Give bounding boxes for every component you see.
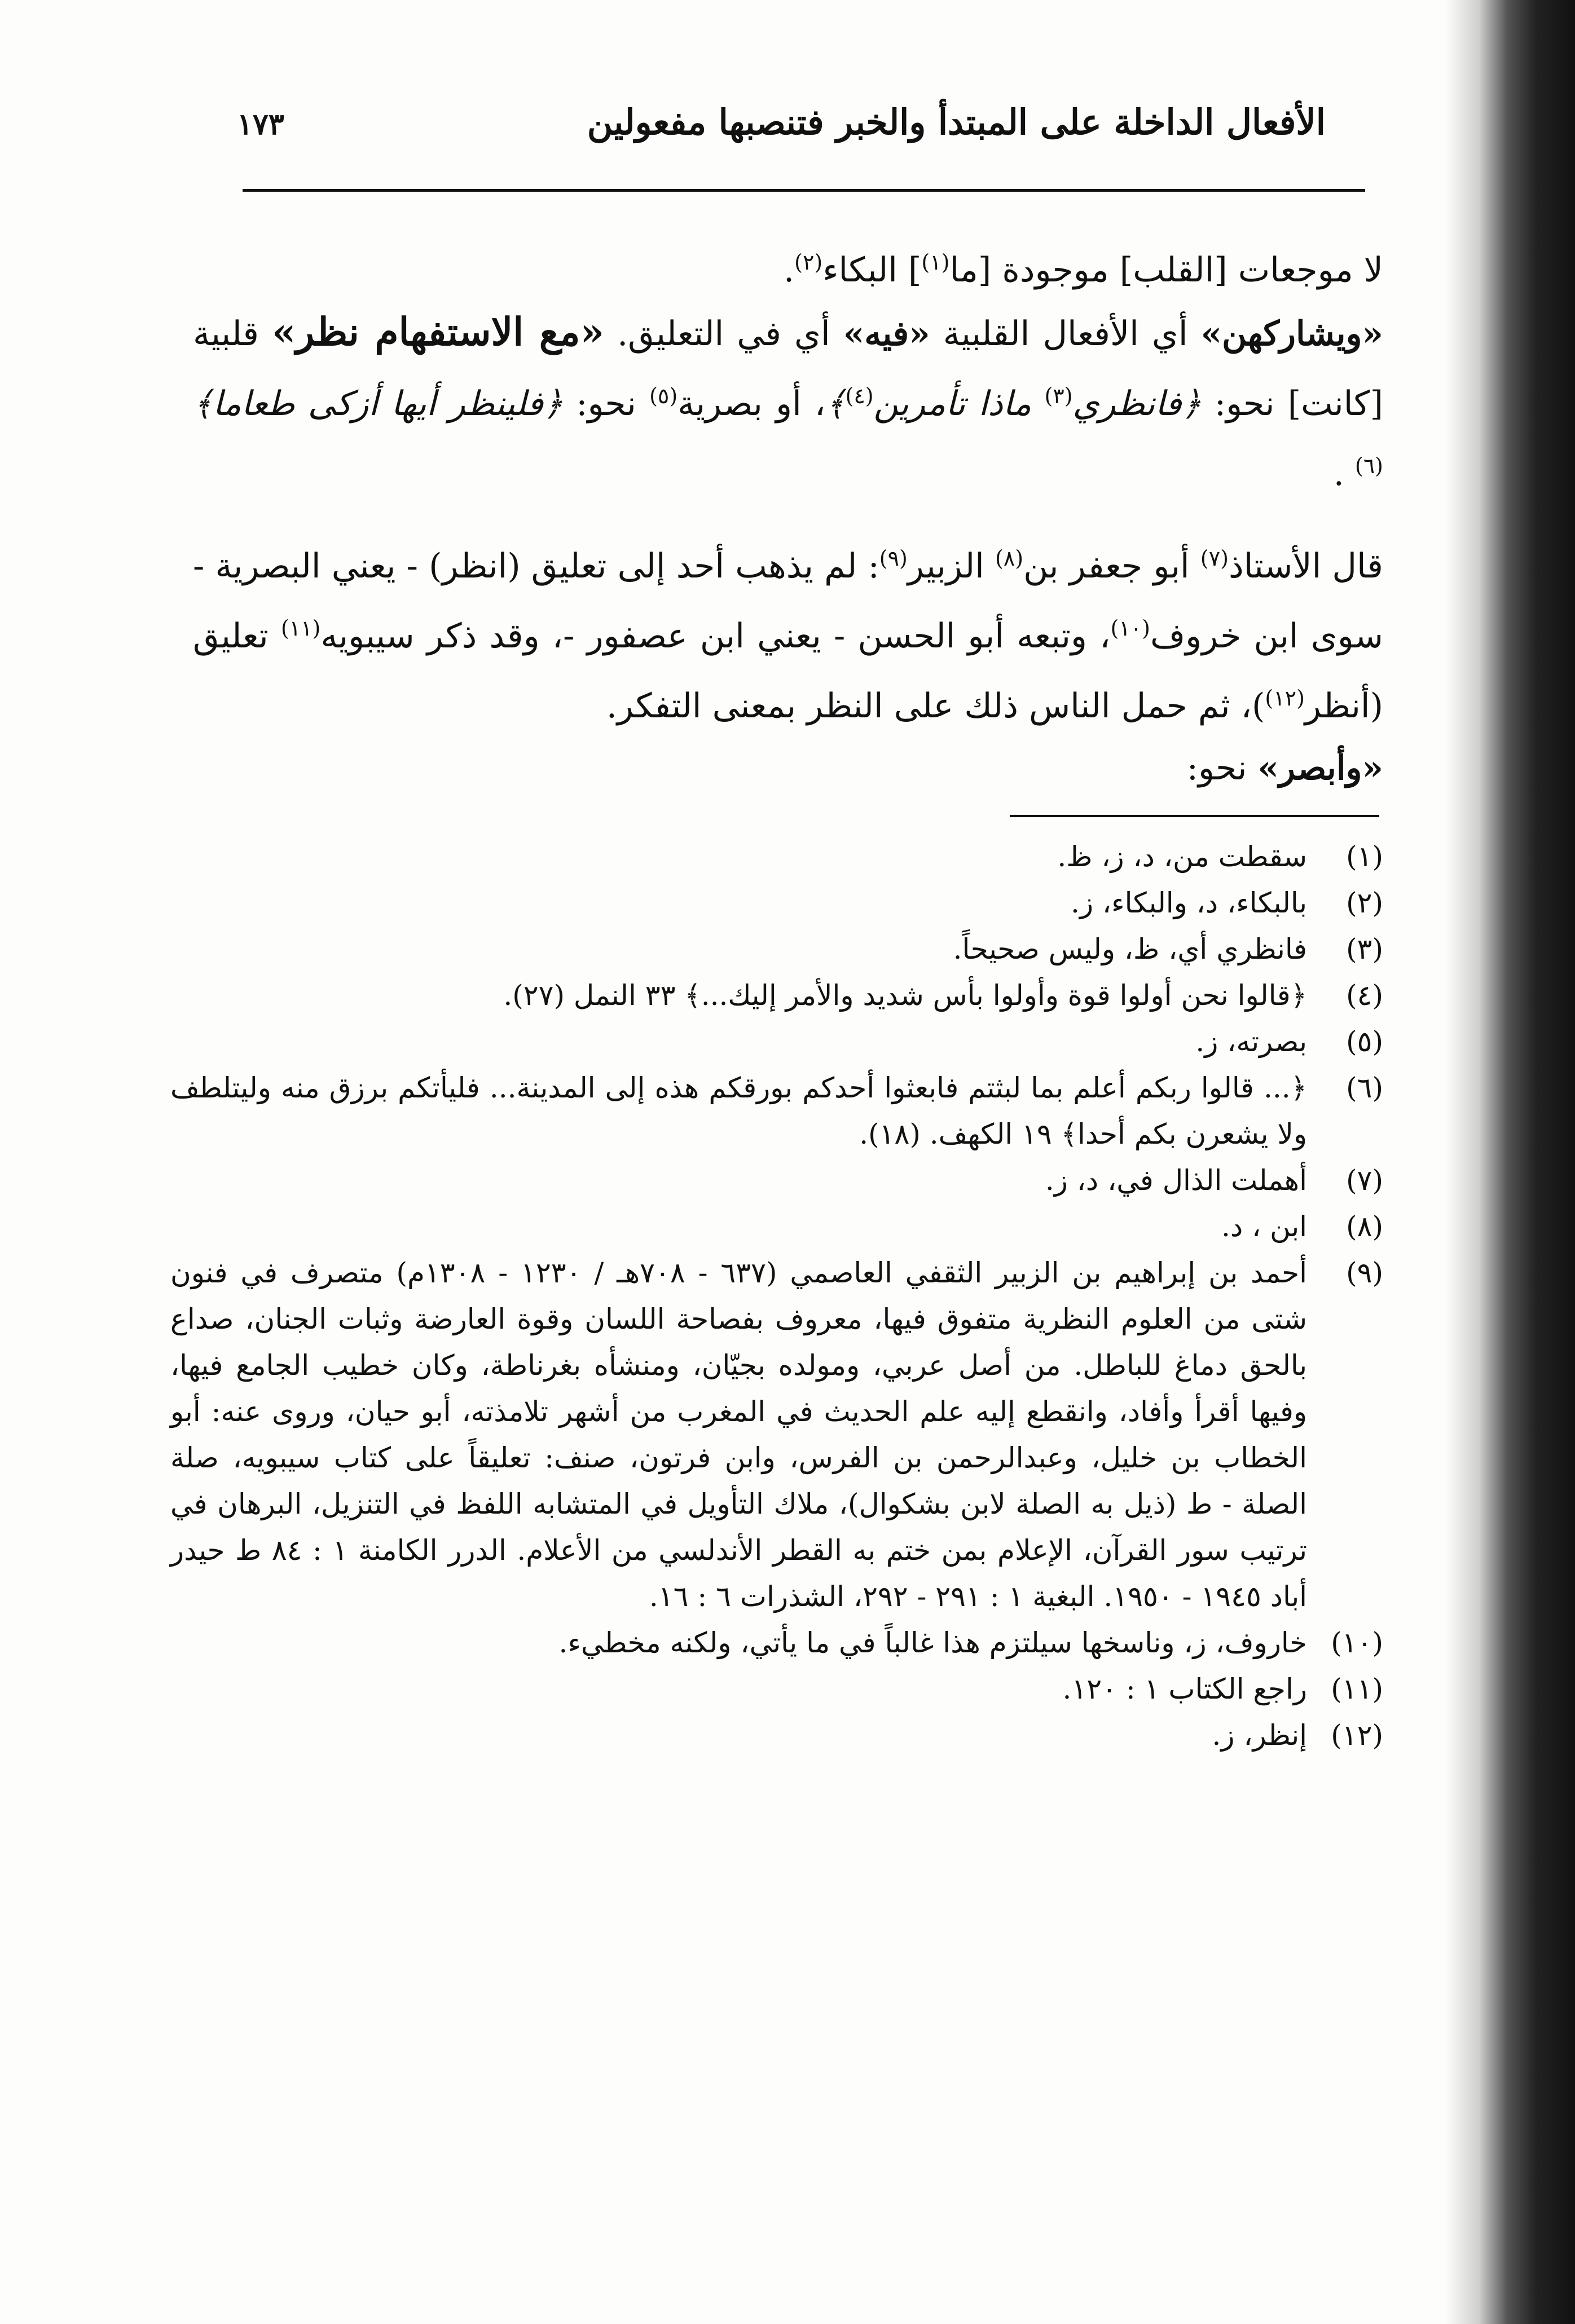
footnote-item (170, 834, 1383, 880)
header-title: الأفعال الداخلة على المبتدأ والخبر فتنصبها مفعولين (587, 102, 1326, 143)
footnote-text: أحمد بن إبراهيم بن الزبير الثقفي العاصمي (٦٣٧ - ٧٠٨هـ / ١٢٣٠ - ١٣٠٨م) متصرف في فنون شتى من العلوم النظرية متفوق فيها، معروف بفصاحة اللسان وقوة العارضة وثبات الجنان، صداع بالحق دماغ للباطل. من أصل عربي، ومولده بجيّان، ومنشأه بغرناطة، وكان خطيب الجامع فيها، وفيها أقرأ وأفاد، وانقطع إليه علم الحديث في المغرب من أشهر تلامذته، أبو حيان، وروى عنه: أبو الخطاب بن خليل، وعبدالرحمن بن الفرس، وابن فرتون، صنف: تعليقاً على كتاب سيبويه، صلة الصلة - ط (ذيل به الصلة لابن بشكوال)، ملاك التأويل في المتشابه اللفظ في التنزيل، البرهان في ترتيب سور القرآن، الإعلام بمن ختم به القطر الأندلسي من الأعلام. الدرر الكامنة ١ : ٨٤ ط حيدر أباد ١٩٤٥ - ١٩٥٠. البغية ١ : ٢٩١ - ٢٩٢، الشذرات ٦ : ١٦. (170, 1256, 1308, 1613)
footnote-separator (1010, 815, 1379, 817)
footnote-number: (٣) (1346, 933, 1383, 965)
footnote-number: (١) (1346, 840, 1383, 873)
footnote-marker: (٧) (1200, 546, 1229, 571)
running-header (237, 96, 1382, 169)
footnote-number: (٨) (1346, 1210, 1383, 1243)
body-text: قلبية [كانت] نحو: (193, 314, 1383, 424)
footnote-text: أهملت الذال في، د، ز. (1045, 1164, 1307, 1197)
body-text: ، وتبعه أبو الحسن - يعني ابن عصفور -، وقد ذكر سيبويه (320, 616, 1111, 656)
footnote-number: (٧) (1346, 1164, 1383, 1197)
body-text: )، ثم حمل الناس ذلك على النظر بمعنى التفكر. (606, 686, 1265, 726)
body-paragraph (193, 301, 1383, 505)
footnote-marker: (٨) (995, 546, 1024, 571)
footnote-number: (١٢) (1331, 1719, 1383, 1752)
body-text: ] البكاء (822, 250, 922, 290)
quran-quote: ماذا تأمرين (873, 384, 1045, 424)
footnote-number: (١٠) (1331, 1626, 1383, 1659)
paragraph-gap (193, 505, 1383, 527)
footnote-text: بالبكاء، د، والبكاء، ز. (1071, 887, 1307, 919)
footnote-number: (١١) (1331, 1673, 1383, 1705)
footnote-item (170, 1712, 1383, 1758)
footnote-item (170, 972, 1383, 1018)
body-paragraph (193, 527, 1383, 737)
footnote-item (170, 1065, 1383, 1157)
body-text: قال الأستاذ (1228, 546, 1383, 586)
page-number: ١٧٣ (237, 107, 284, 142)
footnote-marker: (٦) (1354, 453, 1383, 478)
footnote-item (170, 880, 1383, 926)
body-text: أي الأفعال القلبية (930, 314, 1201, 354)
footnote-item (170, 1620, 1383, 1666)
matn-term: «مع الاستفهام نظر» (272, 310, 604, 355)
quran-quote: ﴾ (825, 384, 846, 424)
header-rule (243, 189, 1365, 192)
footnote-text: ﴿قالوا نحن أولوا قوة وأولوا بأس شديد والأمر إليك...﴾ ٣٣ النمل (٢٧). (503, 979, 1307, 1012)
footnote-number: (٩) (1346, 1256, 1383, 1289)
body-text: تعليق (أنظر (193, 616, 1383, 726)
quran-quote: ﴿فانظري (1072, 384, 1202, 424)
footnote-item (170, 926, 1383, 972)
footnote-item (170, 1018, 1383, 1065)
footnotes (170, 834, 1383, 1758)
body-text: أي في التعليق. (604, 314, 843, 354)
footnote-item (170, 1157, 1383, 1203)
footnote-marker: (٣) (1044, 383, 1073, 408)
body-text: ، أو بصرية (677, 384, 826, 424)
footnote-number: (٥) (1346, 1025, 1383, 1058)
footnote-marker: (٥) (649, 383, 678, 408)
footnote-text: فانظري أي، ظ، وليس صحيحاً. (953, 933, 1307, 965)
footnote-number: (٦) (1346, 1071, 1383, 1104)
footnote-text: إنظر، ز. (1212, 1719, 1307, 1752)
quran-quote: ﴿فلينظر أيها أزكى طعاما﴾ (193, 384, 563, 424)
scan-edge-shadow (1445, 0, 1575, 2324)
matn-term: «ويشاركهن» (1200, 314, 1384, 354)
footnote-marker: (٤) (845, 383, 874, 408)
body-text: الزبير (907, 546, 996, 586)
main-text (193, 231, 1383, 799)
footnote-text: بصرته، ز. (1195, 1025, 1307, 1058)
footnote-text: ابن ، د. (1221, 1210, 1307, 1243)
body-text: . (1333, 454, 1355, 493)
footnote-marker: (٢) (794, 250, 823, 275)
footnote-item (170, 1250, 1383, 1620)
footnote-text: ﴿... قالوا ربكم أعلم بما لبثتم فابعثوا أحدكم بورقكم هذه إلى المدينة... فليأتكم برزق منه وليتلطف ولا يشعرن بكم أحدا﴾ ١٩ الكهف. (١٨). (170, 1071, 1307, 1150)
body-text: نحو: (563, 384, 650, 424)
body-text: لا موجعات [القلب] موجودة [ما (949, 250, 1383, 290)
footnote-number: (٤) (1346, 979, 1383, 1012)
body-text: . (784, 250, 795, 290)
footnote-text: راجع الكتاب ١ : ١٢٠. (1062, 1673, 1307, 1705)
matn-term: «وأبصر» (1257, 748, 1383, 788)
body-text: أبو جعفر بن (1023, 546, 1200, 586)
footnote-marker: (١٢) (1265, 686, 1305, 711)
matn-term: «فيه» (843, 314, 930, 354)
footnote-text: خاروف، ز، وناسخها سيلتزم هذا غالباً في ما يأتي، ولكنه مخطيء. (558, 1626, 1307, 1659)
footnote-number: (٢) (1346, 887, 1383, 919)
footnote-marker: (١) (921, 250, 950, 275)
body-paragraph (193, 737, 1383, 799)
body-paragraph (193, 231, 1383, 301)
footnote-item (170, 1666, 1383, 1712)
footnote-marker: (٩) (879, 546, 908, 571)
body-text: : لم يذهب أحد إلى تعليق (انظر) - يعني البصرية - سوى ابن خروف (193, 546, 1383, 656)
footnote-marker: (١٠) (1110, 616, 1150, 641)
footnote-text: سقطت من، د، ز، ظ. (1057, 840, 1307, 873)
footnote-item (170, 1203, 1383, 1250)
footnote-marker: (١١) (280, 616, 321, 641)
body-text: نحو: (1186, 748, 1258, 788)
